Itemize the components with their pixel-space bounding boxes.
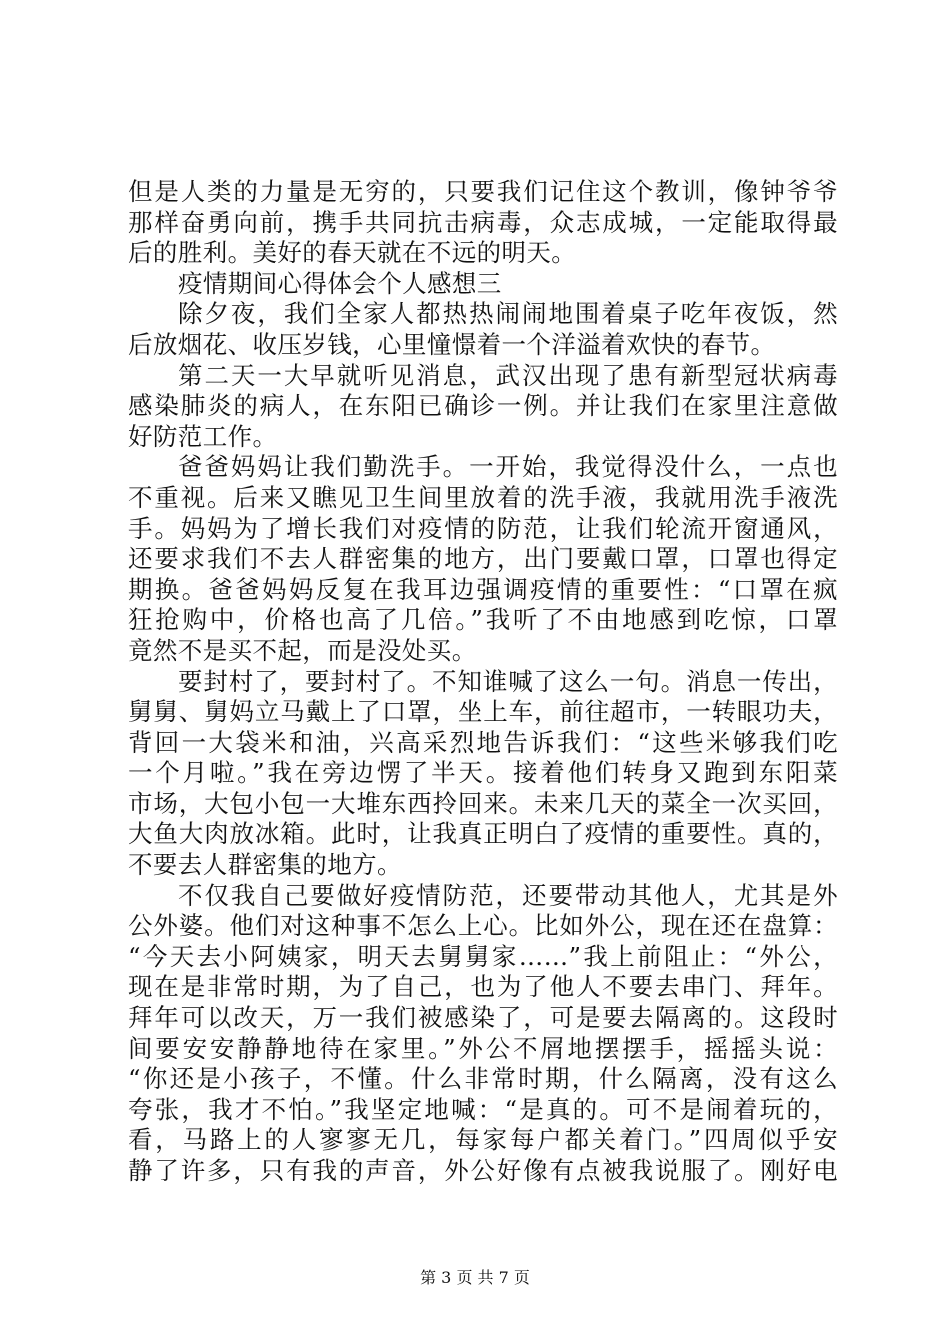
text-line: 爸爸妈妈让我们勤洗手。一开始，我觉得没什么，一点也 bbox=[178, 452, 838, 482]
page-footer: 第 3 页 共 7 页 bbox=[420, 1268, 530, 1287]
text-line: 现在是非常时期，为了自己，也为了他人不要去串门、拜年。 bbox=[128, 972, 838, 1002]
text-line: 拜年可以改天，万一我们被感染了，可是要去隔离的。这段时 bbox=[128, 1003, 838, 1033]
text-line: 夸张，我才不怕。”我坚定地喊：“是真的。可不是闹着玩的， bbox=[128, 1094, 838, 1124]
text-line: 一个月啦。”我在旁边愣了半天。接着他们转身又跑到东阳菜 bbox=[128, 758, 838, 788]
text-line: 不仅我自己要做好疫情防范，还要带动其他人，尤其是外 bbox=[178, 880, 838, 910]
text-line: 不要去人群密集的地方。 bbox=[128, 850, 402, 880]
text-line: 手。妈妈为了增长我们对疫情的防范，让我们轮流开窗通风， bbox=[128, 513, 838, 543]
text-line: 要封村了，要封村了。不知谁喊了这么一句。消息一传出， bbox=[178, 666, 838, 696]
text-line: 竟然不是买不起，而是没处买。 bbox=[128, 635, 477, 665]
text-line: 不重视。后来又瞧见卫生间里放着的洗手液，我就用洗手液洗 bbox=[128, 482, 838, 512]
text-line: 大鱼大肉放冰箱。此时，让我真正明白了疫情的重要性。真的， bbox=[128, 819, 838, 849]
text-line: 那样奋勇向前，携手共同抗击病毒，众志成城，一定能取得最 bbox=[128, 207, 838, 237]
text-line: 舅舅、舅妈立马戴上了口罩，坐上车，前往超市，一转眼功夫， bbox=[128, 697, 838, 727]
text-line: 市场，大包小包一大堆东西拎回来。未来几天的菜全一次买回， bbox=[128, 788, 838, 818]
body-text bbox=[128, 177, 838, 1187]
text-line: “你还是小孩子，不懂。什么非常时期，什么隔离，没有这么 bbox=[128, 1064, 838, 1094]
text-line: 狂抢购中，价格也高了几倍。”我听了不由地感到吃惊，口罩 bbox=[128, 605, 838, 635]
text-line: 除夕夜，我们全家人都热热闹闹地围着桌子吃年夜饭，然 bbox=[178, 299, 838, 329]
text-line: 感染肺炎的病人，在东阳已确诊一例。并让我们在家里注意做 bbox=[128, 391, 838, 421]
text-line: 疫情期间心得体会个人感想三 bbox=[178, 268, 502, 298]
text-line: “今天去小阿姨家，明天去舅舅家……”我上前阻止：“外公， bbox=[128, 941, 838, 971]
text-line: 好防范工作。 bbox=[128, 421, 278, 451]
text-line: 背回一大袋米和油，兴高采烈地告诉我们：“这些米够我们吃 bbox=[128, 727, 838, 757]
text-line: 看，马路上的人寥寥无几，每家每户都关着门。”四周似乎安 bbox=[128, 1125, 838, 1155]
text-line: 公外婆。他们对这种事不怎么上心。比如外公，现在还在盘算： bbox=[128, 911, 838, 941]
text-line: 还要求我们不去人群密集的地方，出门要戴口罩，口罩也得定 bbox=[128, 544, 838, 574]
text-line: 期换。爸爸妈妈反复在我耳边强调疫情的重要性：“口罩在疯 bbox=[128, 574, 838, 604]
text-line: 静了许多，只有我的声音，外公好像有点被我说服了。刚好电 bbox=[128, 1156, 838, 1185]
text-line: 第二天一大早就听见消息，武汉出现了患有新型冠状病毒 bbox=[178, 360, 838, 390]
text-line: 后的胜利。美好的春天就在不远的明天。 bbox=[128, 238, 577, 268]
text-line: 后放烟花、收压岁钱，心里憧憬着一个洋溢着欢快的春节。 bbox=[128, 329, 776, 359]
text-line: 但是人类的力量是无穷的，只要我们记住这个教训，像钟爷爷 bbox=[128, 177, 838, 206]
text-line: 间要安安静静地待在家里。”外公不屑地摆摆手，摇摇头说： bbox=[128, 1033, 838, 1063]
